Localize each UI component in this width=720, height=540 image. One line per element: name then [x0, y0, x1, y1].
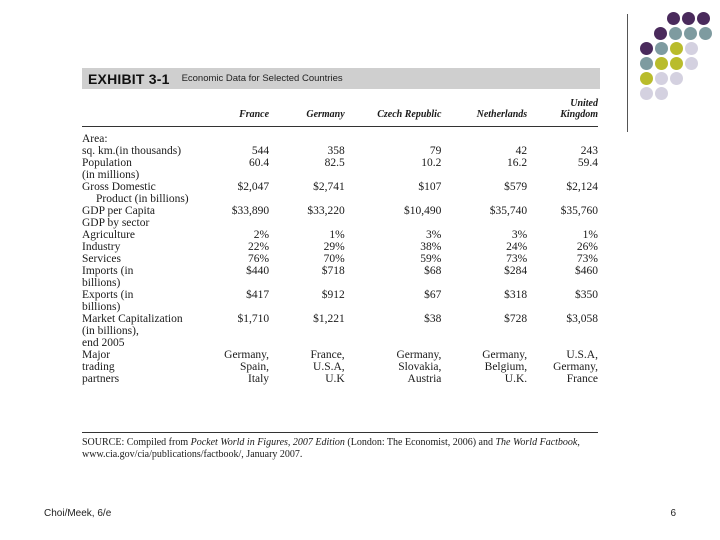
table-cell — [441, 337, 527, 349]
table-row — [82, 217, 598, 229]
table-cell: $33,220 — [307, 205, 345, 217]
table-cell: 26% — [576, 241, 598, 253]
page-number: 6 — [670, 508, 676, 519]
decorative-dot — [685, 42, 698, 55]
table-row — [82, 169, 598, 181]
table-cell: Italy — [247, 373, 270, 385]
table-cell — [527, 277, 598, 289]
table-cell — [269, 169, 345, 181]
row-label: (in billions), — [82, 325, 139, 337]
row-label: Population — [82, 157, 132, 169]
table-cell: $579 — [504, 181, 528, 193]
table-cell: $10,490 — [404, 205, 442, 217]
table-cell: $460 — [575, 265, 598, 277]
table-cell — [345, 301, 442, 313]
table-row — [82, 289, 598, 301]
table-cell — [441, 301, 527, 313]
table-cell — [345, 127, 442, 146]
decorative-dot-grid — [640, 12, 720, 122]
row-label: Imports (in — [82, 265, 134, 277]
table-cell: 42 — [515, 145, 528, 157]
table-row — [82, 145, 598, 157]
table-row — [82, 325, 598, 337]
table-cell — [527, 193, 598, 205]
footer-citation: Choi/Meek, 6/e — [44, 508, 112, 519]
decorative-dot — [669, 27, 682, 40]
table-row — [82, 313, 598, 325]
exhibit-number: EXHIBIT 3-1 — [88, 70, 170, 87]
table-row — [82, 157, 598, 169]
table-row — [82, 241, 598, 253]
table-cell: 10.2 — [421, 157, 442, 169]
table-row — [82, 229, 598, 241]
table-cell: $728 — [504, 313, 528, 325]
table-cell: 70% — [323, 253, 345, 265]
column-header-netherlands: Netherlands — [476, 109, 528, 120]
column-header-france: France — [239, 109, 270, 120]
table-row — [82, 277, 598, 289]
table-cell: $912 — [321, 289, 345, 301]
column-header-czech-republic: Czech Republic — [377, 109, 442, 120]
table-cell: France, — [310, 349, 345, 361]
table-cell: U.S.A, — [566, 349, 598, 361]
table-cell — [345, 217, 442, 229]
table-cell: Germany, — [224, 349, 270, 361]
row-label: Industry — [82, 241, 121, 253]
decorative-dot — [655, 87, 668, 100]
table-cell — [221, 301, 269, 313]
row-label: trading — [82, 361, 115, 373]
decorative-dot — [655, 42, 668, 55]
row-label: sq. km.(in thousands) — [82, 145, 182, 157]
table-cell — [441, 325, 527, 337]
table-cell — [441, 127, 527, 146]
table-cell: $1,710 — [237, 313, 270, 325]
table-cell: 16.2 — [507, 157, 528, 169]
column-header-germany: Germany — [306, 109, 345, 120]
decorative-dot — [640, 87, 653, 100]
table-cell — [269, 301, 345, 313]
table-cell: 3% — [511, 229, 528, 241]
table-cell — [269, 277, 345, 289]
table-cell: $35,740 — [489, 205, 528, 217]
table-row — [82, 265, 598, 277]
exhibit-title: Economic Data for Selected Countries — [181, 73, 343, 84]
table-cell: 2% — [253, 229, 270, 241]
table-cell: $3,058 — [566, 313, 598, 325]
table-row — [82, 337, 598, 349]
row-label: billions) — [82, 277, 121, 289]
table-cell — [527, 127, 598, 146]
table-cell — [269, 325, 345, 337]
table-cell — [345, 337, 442, 349]
table-cell: U.K. — [504, 373, 528, 385]
table-cell — [441, 193, 527, 205]
table-cell — [527, 217, 598, 229]
row-label: Market Capitalization — [82, 313, 183, 325]
table-cell: $2,124 — [566, 181, 598, 193]
table-cell: U.S.A, — [313, 361, 345, 373]
source-prefix: SOURCE: Compiled from — [82, 437, 191, 448]
decorative-dot — [640, 72, 653, 85]
table-row — [82, 349, 598, 361]
decorative-dot — [699, 27, 712, 40]
table-row — [82, 361, 598, 373]
table-cell: 243 — [580, 145, 598, 157]
table-cell: 73% — [506, 253, 528, 265]
table-cell — [221, 277, 269, 289]
row-label: GDP by sector — [82, 217, 150, 229]
table-cell: Germany, — [553, 361, 598, 373]
row-label: Agriculture — [82, 229, 136, 241]
table-cell — [269, 217, 345, 229]
table-cell: $718 — [321, 265, 345, 277]
table-cell: 1% — [329, 229, 345, 241]
decorative-dot — [682, 12, 695, 25]
table-cell: $2,047 — [237, 181, 270, 193]
table-body — [82, 127, 598, 386]
row-label: Exports (in — [82, 289, 134, 301]
uk-header-text: United Kingdom — [560, 98, 598, 120]
table-cell — [269, 337, 345, 349]
table-cell: 59.4 — [577, 157, 598, 169]
decorative-dot — [654, 27, 667, 40]
table-cell — [269, 193, 345, 205]
table-cell — [441, 277, 527, 289]
source-note — [82, 432, 598, 461]
table-row — [82, 253, 598, 265]
table-row — [82, 373, 598, 385]
table-cell: $38 — [424, 313, 442, 325]
decorative-dot — [670, 57, 683, 70]
table-cell — [221, 193, 269, 205]
table-cell: 38% — [420, 241, 442, 253]
table-cell: Austria — [407, 373, 442, 385]
table-cell — [441, 169, 527, 181]
table-cell: $417 — [246, 289, 270, 301]
decorative-dot — [640, 42, 653, 55]
row-label: (in millions) — [82, 169, 140, 181]
table-cell: 29% — [323, 241, 345, 253]
decorative-dot — [684, 27, 697, 40]
exhibit-title-bar — [82, 68, 600, 89]
table-row — [82, 205, 598, 217]
table-cell — [345, 325, 442, 337]
table-cell — [345, 169, 442, 181]
table-cell: 76% — [247, 253, 270, 265]
table-cell — [527, 337, 598, 349]
table-cell: 358 — [327, 145, 345, 157]
table-cell: $284 — [504, 265, 528, 277]
row-label: Services — [82, 253, 121, 265]
table-cell: 82.5 — [324, 157, 345, 169]
economic-data-table — [82, 98, 598, 385]
decorative-dot — [655, 57, 668, 70]
decorative-dot — [655, 72, 668, 85]
source-book-title: Pocket World in Figures, 2007 Edition — [190, 437, 345, 448]
table-row — [82, 127, 598, 146]
table-cell: U.K — [325, 373, 345, 385]
table-cell — [345, 277, 442, 289]
table-cell: Slovakia, — [398, 361, 442, 373]
table-cell: 22% — [247, 241, 270, 253]
table-cell — [221, 127, 269, 146]
table-row — [82, 181, 598, 193]
table-cell: 60.4 — [248, 157, 270, 169]
source-factbook-title: The World Factbook — [495, 437, 578, 448]
decorative-dot — [640, 57, 653, 70]
table-cell: $318 — [504, 289, 528, 301]
row-label: billions) — [82, 301, 121, 313]
row-label: Gross Domestic — [82, 181, 156, 193]
column-header-united-kingdom — [527, 98, 598, 127]
divider-line — [627, 14, 628, 132]
table-cell: 3% — [426, 229, 442, 241]
table-cell: $350 — [575, 289, 598, 301]
table-cell: $1,221 — [313, 313, 345, 325]
decorative-dot — [670, 72, 683, 85]
row-label: Area: — [82, 133, 108, 145]
table-cell — [527, 169, 598, 181]
row-label: end 2005 — [82, 337, 125, 349]
table-cell: $68 — [424, 265, 442, 277]
table-cell: Germany, — [396, 349, 442, 361]
table-cell — [221, 337, 269, 349]
table-cell — [221, 169, 269, 181]
source-mid: (London: The Economist, 2006) and — [344, 437, 496, 448]
table-cell — [345, 193, 442, 205]
table-cell — [221, 217, 269, 229]
table-header-row — [82, 98, 598, 127]
table-cell: $440 — [246, 265, 270, 277]
table-cell: 79 — [429, 145, 442, 157]
table-cell — [269, 127, 345, 146]
row-label: partners — [82, 373, 120, 385]
row-label: Product (in billions) — [96, 193, 189, 205]
table-cell: France — [566, 373, 598, 385]
row-label: Major — [82, 349, 111, 361]
table-cell: 59% — [420, 253, 442, 265]
table-cell — [221, 325, 269, 337]
source-suffix: , www.cia.gov/cia/publications/factbook/, January 2007. — [82, 437, 580, 460]
decorative-dot — [667, 12, 680, 25]
table-cell: $67 — [424, 289, 442, 301]
table-row — [82, 301, 598, 313]
table-cell: 73% — [576, 253, 598, 265]
table-cell: $35,760 — [560, 205, 598, 217]
decorative-dot — [670, 42, 683, 55]
decorative-dot — [685, 57, 698, 70]
table-cell: Belgium, — [484, 361, 528, 373]
table-cell: $107 — [418, 181, 442, 193]
row-label: GDP per Capita — [82, 205, 156, 217]
table-cell — [527, 325, 598, 337]
table-cell — [527, 301, 598, 313]
table-cell: $33,890 — [231, 205, 270, 217]
decorative-dot — [697, 12, 710, 25]
table-cell — [441, 217, 527, 229]
table-row — [82, 193, 598, 205]
table-cell: Germany, — [482, 349, 528, 361]
table-cell: 24% — [506, 241, 528, 253]
table-cell: Spain, — [239, 361, 270, 373]
table-cell: $2,741 — [313, 181, 345, 193]
table-cell: 544 — [251, 145, 270, 157]
table-cell: 1% — [582, 229, 598, 241]
exhibit-figure — [82, 68, 600, 464]
